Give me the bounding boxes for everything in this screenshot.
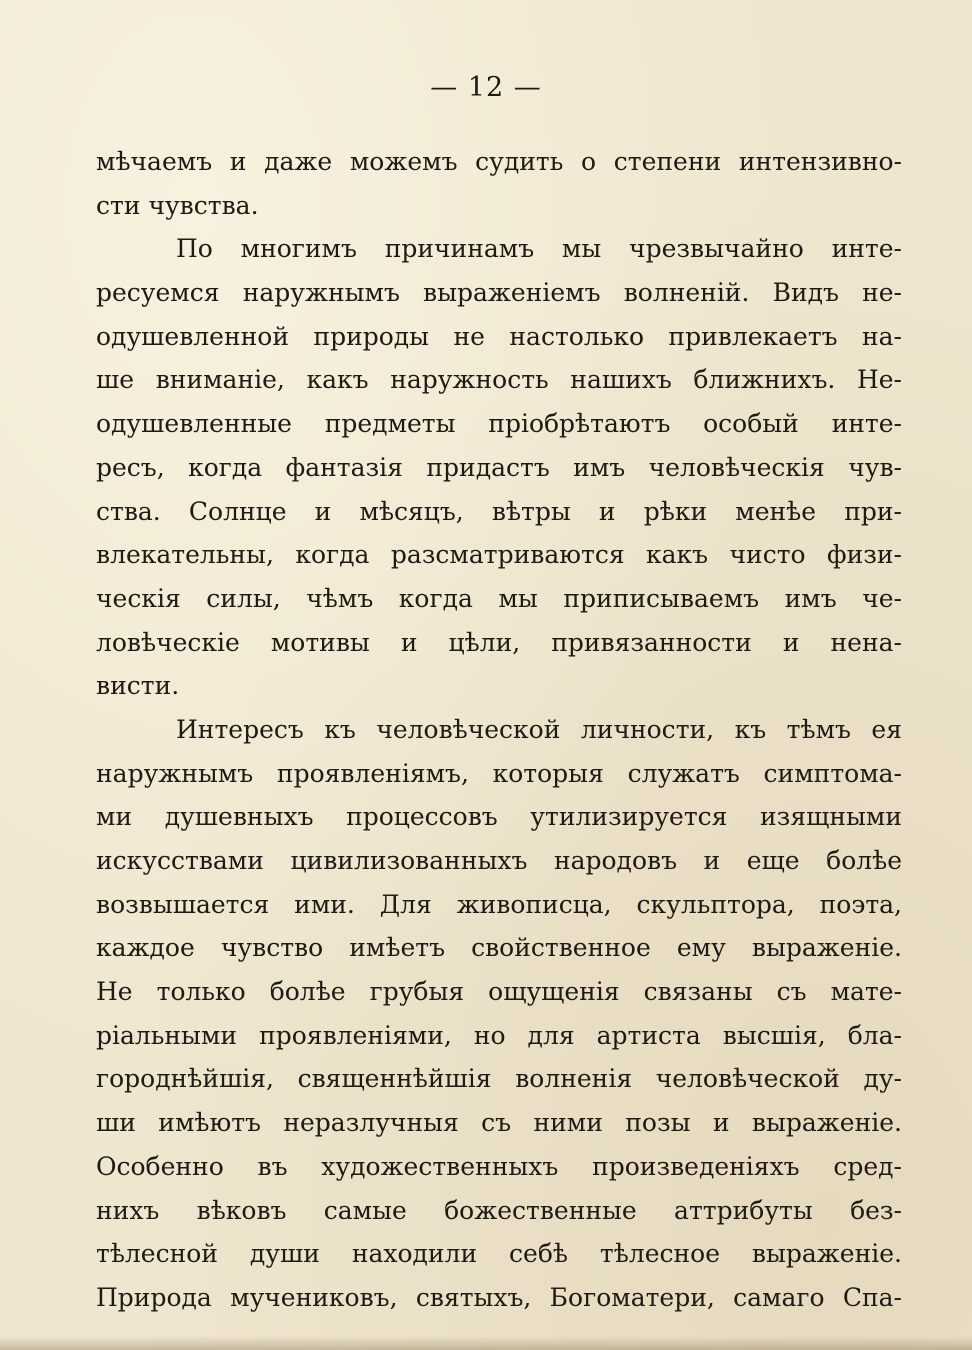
text-line: каждое чувство имѣетъ свойственное ему выраженіе. xyxy=(96,933,902,963)
text-line: ми душевныхъ процессовъ утилизируется изящными xyxy=(96,802,902,832)
text-line: одушевленные предметы пріобрѣтаютъ особый инте- xyxy=(96,409,902,439)
page-edge-shadow xyxy=(0,1336,972,1350)
text-line: сти чувства. xyxy=(96,190,259,220)
text-line: Не только болѣе грубыя ощущенія связаны съ мате- xyxy=(96,977,902,1007)
text-line: влекательны, когда разсматриваются какъ чисто физи- xyxy=(96,540,902,570)
text-line: висти. xyxy=(96,671,180,701)
text-line: Особенно въ художественныхъ произведеніяхъ сред- xyxy=(96,1151,902,1181)
text-line: Природа мучениковъ, святыхъ, Богоматери, самаго Спа- xyxy=(96,1282,902,1312)
text-line: Интересъ къ человѣческой личности, къ тѣмъ ея xyxy=(176,714,902,744)
body-text xyxy=(96,140,902,1320)
text-line: ства. Солнце и мѣсяцъ, вѣтры и рѣки менѣе при- xyxy=(96,496,902,526)
text-line: наружнымъ проявленіямъ, которыя служатъ симптома- xyxy=(96,758,902,788)
text-line: ческія силы, чѣмъ когда мы приписываемъ имъ че- xyxy=(96,583,902,613)
text-line: тѣлесной души находили себѣ тѣлесное выраженіе. xyxy=(96,1239,902,1269)
text-line: ріальными проявленіями, но для артиста высшія, бла- xyxy=(96,1020,902,1050)
page-number: — 12 — xyxy=(430,72,542,103)
text-line: возвышается ими. Для живописца, скульптора, поэта, xyxy=(96,889,902,919)
text-line: ресъ, когда фантазія придастъ имъ человѣческія чув- xyxy=(96,452,902,482)
text-line: ресуемся наружнымъ выраженіемъ волненій. Видъ не- xyxy=(96,278,902,308)
text-line: ловѣческіе мотивы и цѣли, привязанности и нена- xyxy=(96,627,902,657)
text-line: ши имѣютъ неразлучныя съ ними позы и выраженіе. xyxy=(96,1108,902,1138)
text-line: По многимъ причинамъ мы чрезвычайно инте- xyxy=(176,234,902,264)
text-line: городнѣйшія, священнѣйшія волненія человѣческой ду- xyxy=(96,1064,902,1094)
text-line: искусствами цивилизованныхъ народовъ и еще болѣе xyxy=(96,846,902,875)
text-line: нихъ вѣковъ самые божественные аттрибуты без- xyxy=(96,1195,902,1225)
text-line: ше вниманіе, какъ наружность нашихъ ближнихъ. Не- xyxy=(96,365,902,395)
text-line: одушевленной природы не настолько привлекаетъ на- xyxy=(96,321,902,351)
text-line: мѣчаемъ и даже можемъ судить о степени интензивно- xyxy=(96,147,902,176)
